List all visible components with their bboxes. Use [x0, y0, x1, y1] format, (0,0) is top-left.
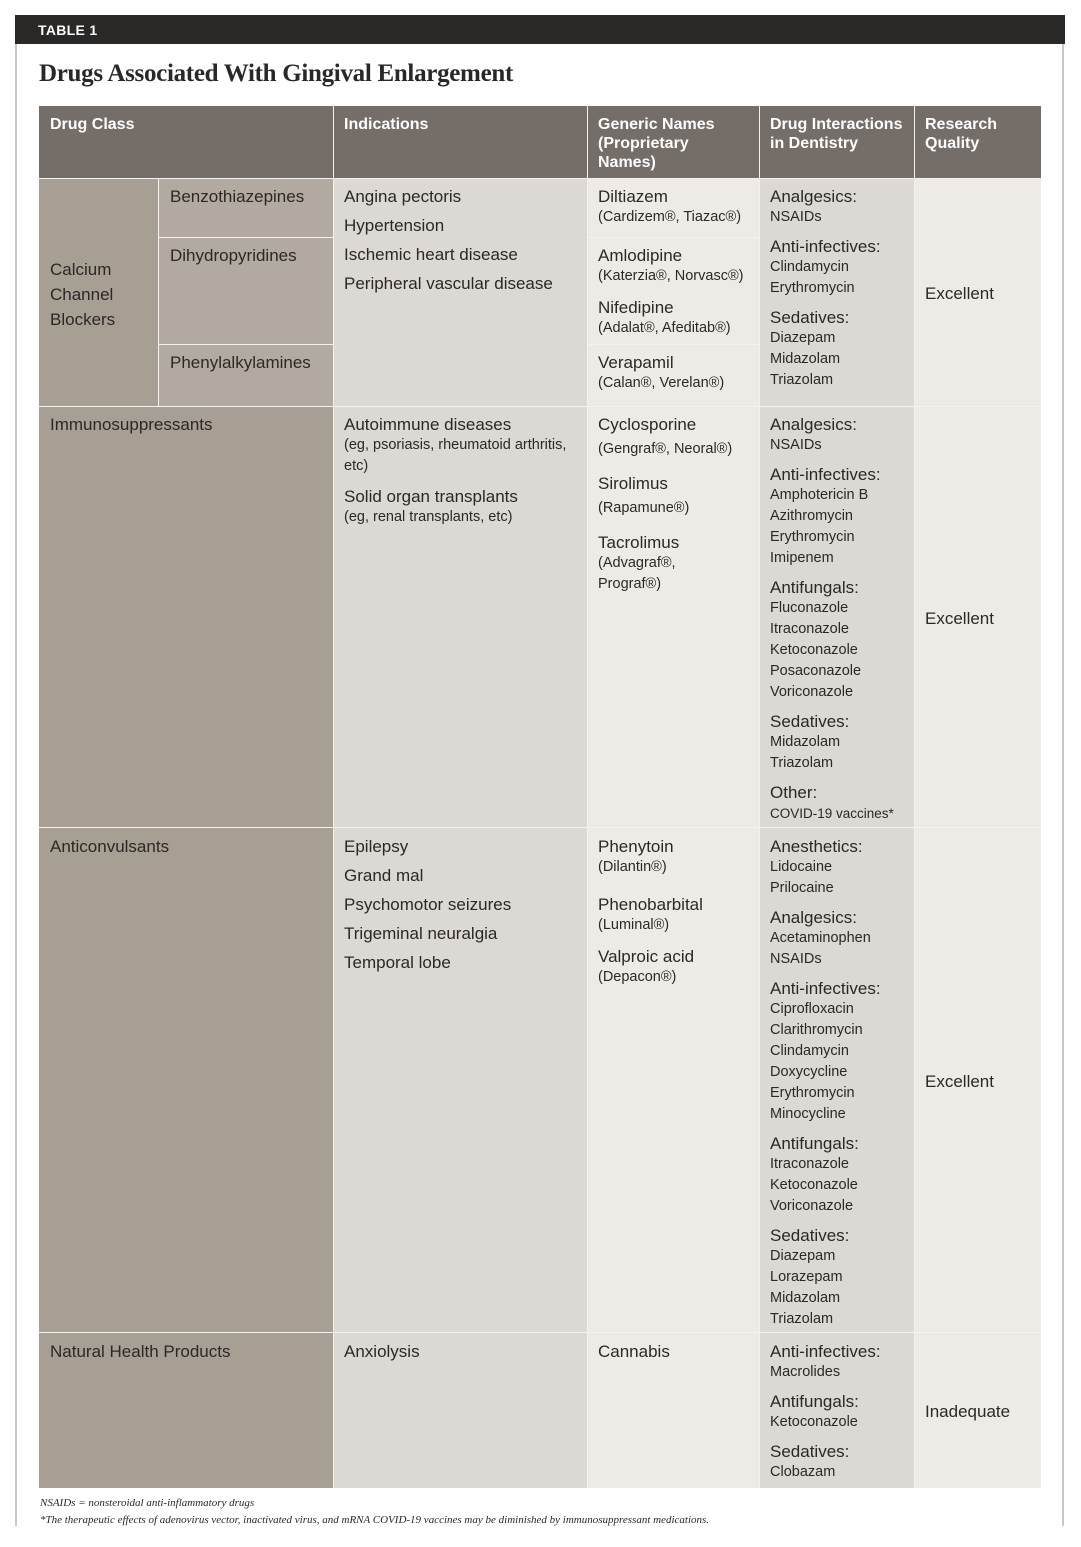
divider: [587, 237, 759, 238]
brand-names: (Adalat®, Afeditab®): [598, 320, 731, 336]
brand-names: (Luminal®): [598, 917, 670, 933]
interaction-group: [770, 782, 912, 824]
indication: Psychomotor seizures: [344, 895, 512, 914]
indication-note: (eg, renal transplants, etc): [344, 509, 513, 525]
brand-names: (Cardizem®, Tiazac®): [598, 209, 742, 225]
subclass-phenylalkylamines: Phenylalkylamines: [170, 353, 311, 372]
interaction-group: [770, 711, 912, 774]
generic-name: Valproic acid: [598, 947, 695, 966]
interaction-item: Triazolam: [770, 372, 834, 388]
indication: Ischemic heart disease: [344, 245, 518, 264]
drug-class-column: [39, 406, 333, 1488]
indication: Trigeminal neuralgia: [344, 924, 498, 943]
interaction-item: Diazepam: [770, 330, 836, 346]
research-quality-value: Inadequate: [925, 1402, 1011, 1421]
interaction-item: COVID-19 vaccines*: [770, 806, 894, 821]
interaction-group-label: Anti-infectives:: [770, 1342, 881, 1361]
interaction-item: Prilocaine: [770, 880, 834, 896]
generic-amlodipine: [598, 245, 758, 287]
column-header-drug-class: Drug Class: [39, 106, 333, 178]
interaction-group-label: Sedatives:: [770, 1442, 850, 1461]
divider: [158, 178, 159, 406]
interaction-group-label: Antifungals:: [770, 1392, 859, 1411]
interactions-list: [770, 1341, 912, 1491]
interaction-group: [770, 577, 912, 703]
footnote-covid-vaccines: *The therapeutic effects of adenovirus vector, inactivated virus, and mRNA COVID-19 vaccines may be diminished by immunosuppressant medications.: [40, 1514, 710, 1526]
generic-name: Nifedipine: [598, 298, 674, 317]
interaction-item: Lidocaine: [770, 859, 833, 875]
brand-names: (Gengraf®, Neoral®): [598, 441, 733, 457]
indication: Anxiolysis: [344, 1342, 420, 1361]
generic-name: Tacrolimus: [598, 533, 680, 552]
divider: [587, 344, 759, 345]
indication: Angina pectoris: [344, 187, 462, 206]
drug-class-anticonvulsants: Anticonvulsants: [50, 837, 170, 856]
divider: [759, 106, 760, 1488]
interaction-group: [770, 1225, 912, 1330]
column-header-research-quality: Research Quality: [914, 106, 1041, 178]
interaction-item: Imipenem: [770, 550, 834, 566]
interaction-group: [770, 1391, 912, 1433]
interaction-item: Voriconazole: [770, 684, 854, 700]
interaction-item: Itraconazole: [770, 1156, 849, 1172]
indication: [344, 486, 579, 528]
generic-name: Cyclosporine: [598, 415, 697, 434]
interaction-group: [770, 907, 912, 970]
brand-names: (Calan®, Verelan®): [598, 375, 725, 391]
generic-name: Phenytoin: [598, 837, 674, 856]
interactions-list: [770, 414, 912, 832]
generic-cannabis: Cannabis: [598, 1342, 670, 1361]
generic-diltiazem: [598, 186, 758, 228]
drug-class-calcium-channel-blockers: Calcium Channel Blockers: [50, 260, 116, 329]
generic-names-list: [598, 836, 756, 988]
generic-phenobarbital: [598, 894, 756, 936]
research-quality-value: Excellent: [925, 284, 994, 303]
interaction-item: NSAIDs: [770, 951, 822, 967]
divider: [333, 106, 334, 1488]
interaction-item: Triazolam: [770, 755, 834, 771]
drug-class-immunosuppressants: Immunosuppressants: [50, 415, 213, 434]
indications-list: [344, 186, 584, 302]
interaction-item: Ketoconazole: [770, 1177, 858, 1193]
interaction-item: Voriconazole: [770, 1198, 854, 1214]
divider: [39, 178, 1041, 179]
interaction-item: Clarithromycin: [770, 1022, 863, 1038]
interaction-group: [770, 464, 912, 569]
brand-names: (Katerzia®, Norvasc®): [598, 268, 744, 284]
indication: Grand mal: [344, 866, 424, 885]
column-header-generic-names: Generic Names (Proprietary Names): [587, 106, 759, 178]
indication-note: (eg, psoriasis, rheumatoid arthritis, etc): [344, 437, 567, 474]
interaction-group-label: Anesthetics:: [770, 837, 863, 856]
interaction-item: Doxycycline: [770, 1064, 848, 1080]
brand-names: (Depacon®): [598, 969, 677, 985]
brand-names: (Advagraf®, Prograf®): [598, 555, 676, 592]
interactions-list: [770, 836, 912, 1338]
generic-name: Verapamil: [598, 353, 674, 372]
interaction-group-label: Anti-infectives:: [770, 979, 881, 998]
indications-column: [333, 178, 587, 1488]
interaction-group-label: Anti-infectives:: [770, 237, 881, 256]
divider: [587, 106, 588, 1488]
interaction-group-label: Antifungals:: [770, 578, 859, 597]
interaction-item: Amphotericin B: [770, 487, 869, 503]
interaction-item: Ciprofloxacin: [770, 1001, 854, 1017]
interaction-item: Fluconazole: [770, 600, 849, 616]
indications-list: [344, 836, 584, 981]
generic-nifedipine: [598, 297, 758, 339]
interaction-item: Lorazepam: [770, 1269, 843, 1285]
interaction-group: [770, 978, 912, 1125]
interaction-group-label: Sedatives:: [770, 1226, 850, 1245]
interaction-group: [770, 1133, 912, 1217]
subclass-benzothiazepines: Benzothiazepines: [170, 187, 305, 206]
brand-names: (Rapamune®): [598, 500, 690, 516]
generic-valproic-acid: [598, 946, 756, 988]
interaction-group: [770, 1441, 912, 1483]
brand-names: (Dilantin®): [598, 859, 667, 875]
interaction-item: Erythromycin: [770, 529, 855, 545]
generic-name: Amlodipine: [598, 246, 683, 265]
interaction-group: [770, 236, 912, 299]
interaction-item: Midazolam: [770, 1290, 841, 1306]
interaction-group: [770, 836, 912, 899]
interaction-item: NSAIDs: [770, 437, 822, 453]
research-quality-column: [914, 178, 1041, 1488]
interaction-item: Clindamycin: [770, 259, 849, 275]
interaction-group-label: Antifungals:: [770, 1134, 859, 1153]
generic-name: Sirolimus: [598, 474, 668, 493]
interaction-group-label: Sedatives:: [770, 308, 850, 327]
interaction-item: Minocycline: [770, 1106, 846, 1122]
generic-name: Phenobarbital: [598, 895, 703, 914]
interaction-group-label: Analgesics:: [770, 187, 857, 206]
indications-list: [344, 414, 579, 536]
indication-main: Solid organ transplants: [344, 487, 518, 506]
interaction-item: Ketoconazole: [770, 1414, 858, 1430]
divider: [158, 237, 333, 238]
interaction-group: [770, 186, 912, 228]
divider: [158, 344, 333, 345]
column-header-drug-interactions: Drug Interactions in Dentistry: [759, 106, 914, 178]
generic-name: Diltiazem: [598, 187, 668, 206]
divider: [914, 106, 915, 1488]
generic-sirolimus: [598, 473, 756, 523]
interaction-item: NSAIDs: [770, 209, 822, 225]
interaction-item: Triazolam: [770, 1311, 834, 1327]
interaction-group: [770, 1341, 912, 1383]
interaction-item: Midazolam: [770, 351, 841, 367]
generic-phenytoin: [598, 836, 756, 878]
column-header-indications: Indications: [333, 106, 587, 178]
table-title: Drugs Associated With Gingival Enlargement: [39, 60, 514, 87]
interaction-group-label: Analgesics:: [770, 908, 857, 927]
interaction-group-label: Sedatives:: [770, 712, 850, 731]
interaction-group: [770, 414, 912, 456]
interaction-group-label: Analgesics:: [770, 415, 857, 434]
interaction-item: Erythromycin: [770, 1085, 855, 1101]
indication: [344, 414, 579, 477]
table-label: TABLE 1: [38, 22, 98, 38]
interaction-item: Clindamycin: [770, 1043, 849, 1059]
generic-names-list: [598, 414, 756, 595]
generic-tacrolimus: [598, 532, 756, 595]
interaction-item: Ketoconazole: [770, 642, 858, 658]
interaction-group-label: Other:: [770, 783, 818, 802]
research-quality-value: Excellent: [925, 609, 994, 628]
interaction-item: Azithromycin: [770, 508, 853, 524]
indication: Temporal lobe: [344, 953, 451, 972]
drug-class-natural-health-products: Natural Health Products: [50, 1342, 231, 1361]
indication: Peripheral vascular disease: [344, 274, 553, 293]
generic-cyclosporine: [598, 414, 756, 464]
interaction-item: Macrolides: [770, 1364, 841, 1380]
indication: Hypertension: [344, 216, 445, 235]
indication-main: Autoimmune diseases: [344, 415, 512, 434]
divider: [39, 406, 1041, 407]
interaction-group-label: Anti-infectives:: [770, 465, 881, 484]
subclass-dihydropyridines: Dihydropyridines: [170, 246, 297, 265]
interaction-item: Acetaminophen: [770, 930, 871, 946]
indication: Epilepsy: [344, 837, 409, 856]
interaction-item: Clobazam: [770, 1464, 836, 1480]
interactions-list: [770, 186, 912, 399]
interaction-item: Diazepam: [770, 1248, 836, 1264]
interaction-item: Itraconazole: [770, 621, 849, 637]
table-label-bar: [15, 15, 1065, 44]
generic-verapamil: [598, 352, 758, 394]
interaction-item: Posaconazole: [770, 663, 862, 679]
interaction-item: Erythromycin: [770, 280, 855, 296]
interaction-item: Midazolam: [770, 734, 841, 750]
footnote-nsaids: NSAIDs = nonsteroidal anti-inflammatory drugs: [40, 1497, 255, 1509]
interaction-group: [770, 307, 912, 391]
research-quality-value: Excellent: [925, 1072, 994, 1091]
